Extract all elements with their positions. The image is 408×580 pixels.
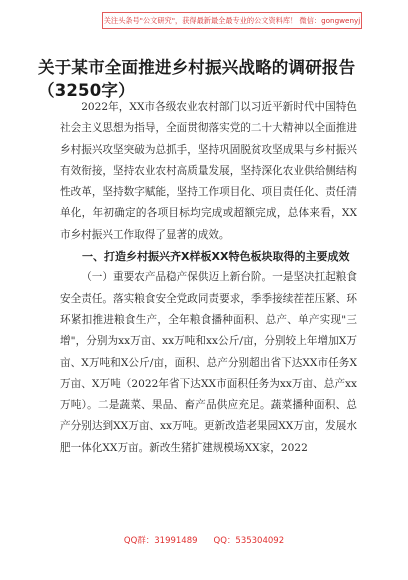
document-title: 关于某市全面推进乡村振兴战略的调研报告（3250字） [38, 58, 356, 100]
footer-qq: QQ：535304092 [213, 536, 285, 546]
document-body [60, 97, 357, 459]
section-heading: 一、打造乡村振兴齐X样板XX特色板块取得的主要成效 [82, 250, 350, 264]
header-banner: 关注头条号"公文研究"，获得最新最全最专业的公文资料库！ 微信：gongwenyj [102, 12, 362, 29]
section-paragraph: （一）重要农产品稳产保供迈上新台阶。一是坚决扛起粮食安全责任。落实粮食安全党政同责要求，季季接续茬茬压紧、环环紧扣推进粮食生产，全年粮食播种面积、总产、单产实现"三增"，分别为xx万亩、xx万吨和xx公斤/亩，分别较上年增加X万亩、X万吨和X公斤/亩，面积、总产分别超出省下达XX市任务X万亩、X万吨（2022年省下达XX市面积任务为xx万亩、总产xx万吨）。二是蔬菜、果品、畜产品供应充足。蔬菜播种面积、总产分别达到XX万亩、xx万吨。更新改造老果园XX万亩，发展水肥一体化XX万亩。新改生猪扩建规模场XX家，2022 [60, 271, 357, 454]
footer [0, 534, 408, 546]
intro-paragraph: 2022年，XX市各级农业农村部门以习近平新时代中国特色社会主义思想为指导，全面贯彻落实党的二十大精神以全面推进乡村振兴攻坚突破为总抓手，坚持巩固脱贫攻坚成果与乡村振兴有效衔接，坚持农业农村高质量发展，坚持深化农业供给侧结构性改革，坚持数字赋能，坚持工作项目化、项目责任化、责任清单化，年初确定的各项目标均完成或超额完成，总体来看，XX市乡村振兴工作取得了显著的成效。 [60, 101, 357, 241]
footer-qq-group: QQ群：31991489 [123, 536, 198, 546]
